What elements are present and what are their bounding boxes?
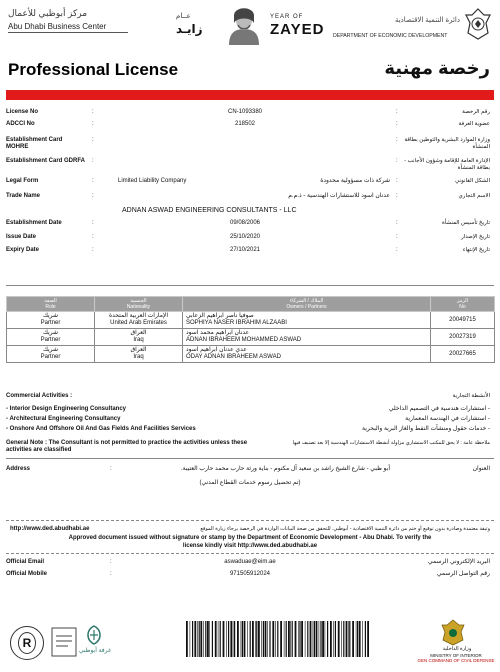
barcode-bar: [261, 621, 262, 657]
activity-item-ar: - استشارات في الهندسة المعمارية: [405, 416, 490, 422]
barcode-bar: [190, 621, 191, 657]
role-en: Partner: [40, 337, 61, 343]
field-label-ar-9: تاريخ الإنتهاء: [462, 247, 490, 253]
header-no-ar: الرمز: [456, 298, 469, 304]
year-of-zayed-arabic: زايـد: [176, 22, 203, 36]
owner-name-en: SOPHIYA NASER IBRAHIM ALZAABI: [186, 320, 287, 326]
owner-name-cell: [183, 312, 431, 329]
field-label-ar-0: رقم الرخصة: [462, 109, 490, 115]
header-no-en: No: [459, 304, 466, 310]
nationality-cell: [95, 312, 183, 329]
barcode-bar: [199, 621, 200, 657]
field-value-1: 218502: [234, 121, 256, 127]
field-value-0: CN-1093380: [227, 109, 263, 115]
barcode-bar: [272, 621, 274, 657]
field-label-ar-4: الشكل القانوني: [455, 178, 490, 184]
zayed-label: ZAYED: [270, 21, 325, 38]
field-value-ar-4: شركة ذات مسؤولية محدودة: [320, 178, 390, 184]
nationality-ar: العراق: [130, 347, 147, 353]
field-label-ar-5: الاسم التجاري: [458, 193, 490, 199]
owner-no-cell: [431, 346, 495, 363]
owner-no: 20027319: [449, 333, 476, 340]
barcode-bar: [343, 621, 344, 657]
ded-logo-english: DEPARTMENT OF ECONOMIC DEVELOPMENT: [333, 33, 448, 39]
contact-divider: [6, 553, 494, 554]
owner-no-cell: [431, 329, 495, 346]
nationality-ar: العراق: [130, 330, 147, 336]
barcode-bar: [256, 621, 257, 657]
nationality-en: United Arab Emirates: [110, 320, 167, 326]
barcode-bar: [186, 621, 188, 657]
nationality-cell: [95, 346, 183, 363]
field-colon-ar-7: :: [396, 220, 398, 226]
barcode-bar: [307, 621, 308, 657]
activities-label-ar: الأنشطة التجارية: [452, 393, 490, 399]
barcode-bar: [356, 621, 357, 657]
moi-label-en-1: MINISTRY OF INTERIOR: [430, 653, 482, 658]
field-colon-4: :: [92, 178, 94, 184]
owner-no-cell: [431, 312, 495, 329]
barcode-bar: [275, 621, 276, 657]
owner-no: 20049715: [449, 316, 476, 323]
barcode-bar: [348, 621, 349, 657]
note-divider: [6, 458, 494, 459]
barcode-bar: [244, 621, 246, 657]
field-label-ar-7: تاريخ تأسيس المنشأة: [442, 220, 490, 226]
barcode-bar: [362, 621, 363, 657]
barcode-bar: [299, 621, 300, 657]
activity-item-ar: - خدمات حقول ومنشآت النفط والغاز البرية والبحرية: [362, 426, 490, 432]
barcode-bar: [263, 621, 264, 657]
barcode-bar: [277, 621, 278, 657]
field-label-ar-1: عضوية الغرفة: [458, 121, 490, 127]
barcode-bar: [228, 621, 229, 657]
official-mobile-label: Official Mobile: [6, 571, 48, 577]
owners-header-row: [7, 297, 495, 312]
header-nationality-ar: الجنسية: [130, 298, 147, 304]
field-label-ar-2: وزارة الموارد البشرية والتوطين بطاقة المنشأة: [404, 137, 490, 150]
barcode-bar: [367, 621, 369, 657]
barcode-bar: [320, 621, 321, 657]
header-role-ar: الصفة: [44, 298, 57, 304]
activity-item-ar: - استشارات هندسية في التصميم الداخلي: [388, 406, 490, 412]
owner-name-ar: عدي عدنان ابراهيم اسود: [186, 347, 247, 353]
barcode-bar: [352, 621, 354, 657]
header-nationality-en: Nationality: [126, 304, 151, 310]
registered-seal-icon: [10, 626, 44, 660]
field-colon-5: :: [92, 193, 94, 199]
barcode-bar: [357, 621, 358, 657]
barcode-bar: [316, 621, 318, 657]
barcode-bar: [290, 621, 291, 657]
barcode-bar: [218, 621, 219, 657]
registered-mark: R: [18, 632, 36, 654]
header-role-en: Role: [45, 304, 56, 310]
field-label-ar-8: تاريخ الإصدار: [461, 234, 490, 240]
role-ar: شريك: [42, 347, 59, 353]
title-arabic: رخصة مهنية: [384, 58, 490, 78]
barcode-bar: [286, 621, 287, 657]
barcode-bar: [292, 621, 293, 657]
owner-name-ar: عدنان ابراهيم محمد اسود: [186, 330, 250, 336]
email-colon: :: [110, 559, 112, 565]
nationality-en: Iraq: [133, 354, 144, 360]
field-value-4: Limited Liability Company: [118, 178, 187, 184]
role-en: Partner: [40, 354, 61, 360]
activity-item: - Onshore And Offshore Oil And Gas Fields And Facilities Services: [6, 426, 196, 432]
field-colon-9: :: [92, 247, 94, 253]
barcode-bar: [313, 621, 314, 657]
field-colon-8: :: [92, 234, 94, 240]
field-colon-0: :: [92, 109, 94, 115]
activity-item: - Interior Design Engineering Consultancy: [6, 406, 127, 412]
title-english: Professional License: [8, 60, 179, 79]
address-colon: :: [110, 466, 112, 472]
barcode-bar: [284, 621, 285, 657]
barcode-bar: [250, 621, 251, 657]
verification-text-en-1: Approved document issued without signature or stamp by the Department of Economic Development - Abu Dhabi. To verify the: [68, 535, 432, 541]
field-colon-ar-1: :: [396, 121, 398, 127]
role-cell: [7, 346, 95, 363]
header-nationality: [95, 297, 183, 312]
barcode-bar: [209, 621, 210, 657]
field-colon-ar-2: :: [396, 137, 398, 143]
sheikh-zayed-portrait-icon: [225, 3, 263, 45]
field-label-ar-3: الإدارة العامة للإقامة وشؤون الأجانب - بطاقة المنشأة: [404, 158, 490, 171]
official-email-label-ar: البريد الإلكتروني الرسمي: [428, 559, 490, 565]
verification-divider: [6, 520, 494, 521]
fees-note: (تم تحصيل رسوم خدمات القطاع المدني): [199, 480, 301, 486]
field-value-ar-5: عدنان اسود للاستشارات الهندسية - ذ.م.م: [288, 193, 390, 199]
barcode-bar: [314, 621, 315, 657]
barcode-bar: [325, 621, 326, 657]
owner-name-ar: صوفيا ناصر ابراهيم الزعابي: [186, 313, 254, 319]
barcode-bar: [310, 621, 312, 657]
header-owners: [183, 297, 431, 312]
barcode-bar: [230, 621, 232, 657]
activities-list-ar: [290, 404, 490, 434]
moi-label-ar: وزارة الداخلية: [442, 646, 472, 652]
role-cell: [7, 312, 95, 329]
header-owners-en: Owners / Partners: [286, 304, 327, 310]
activity-item: - Architectural Engineering Consultancy: [6, 416, 121, 422]
barcode-bar: [194, 621, 196, 657]
owner-no: 20027665: [449, 350, 476, 357]
role-cell: [7, 329, 95, 346]
address-label: Address: [6, 466, 31, 472]
field-label-1: ADCCI No: [6, 121, 35, 127]
uae-emblem-icon: [464, 7, 492, 41]
field-value-9: 27/10/2021: [229, 247, 261, 253]
general-note-ar: ملاحظة عامة : لا يحق للمكتب الاستشاري مزاولة أنشطة الاستشارات الهندسية إلا بعد تصنيف فيها: [292, 440, 490, 446]
field-label-7: Establishment Date: [6, 220, 62, 226]
barcode-bar: [258, 621, 260, 657]
activities-list-en: [6, 404, 246, 434]
year-of-zayed-arabic-small: عــام: [176, 13, 191, 20]
address-value: أبو ظبي - شارع الشيخ راشد بن سعيد آل مكتوم - بناية ورثة حارب محمد حارب العتيبة.: [180, 466, 390, 472]
barcode-bar: [338, 621, 340, 657]
table-row: [7, 329, 495, 346]
field-value-6: ADNAN ASWAD ENGINEERING CONSULTANTS - LLC: [122, 207, 297, 214]
field-label-9: Expiry Date: [6, 247, 40, 253]
address-label-ar: العنوان: [472, 466, 490, 472]
barcode-bar: [237, 621, 239, 657]
abc-logo-arabic: مركز أبوظبي للأعمال: [8, 8, 88, 18]
barcode-bar: [330, 621, 332, 657]
header-role: [7, 297, 95, 312]
field-colon-3: :: [92, 158, 94, 164]
field-label-3: Establishment Card GDRFA: [6, 158, 86, 164]
abc-logo-rule: [8, 32, 128, 33]
field-label-5: Trade Name: [6, 193, 41, 199]
moi-emblem-icon: [440, 618, 466, 646]
barcode-icon: [186, 621, 372, 657]
role-ar: شريك: [42, 313, 59, 319]
role-en: Partner: [40, 320, 61, 326]
barcode-bar: [220, 621, 221, 657]
field-value-7: 09/08/2006: [229, 220, 261, 226]
nationality-ar: الإمارات العربية المتحدة: [108, 313, 168, 319]
table-row: [7, 346, 495, 363]
activities-label: Commercial Activities :: [6, 393, 73, 399]
barcode-bar: [319, 621, 320, 657]
general-note-en: General Note : The Consultant is not permitted to practice the activities unless these activities are classified: [6, 440, 248, 453]
owner-name-cell: [183, 329, 431, 346]
owner-name-cell: [183, 346, 431, 363]
field-colon-ar-5: :: [396, 193, 398, 199]
field-colon-ar-3: :: [396, 158, 398, 164]
field-colon-ar-0: :: [396, 109, 398, 115]
barcode-bar: [295, 621, 297, 657]
role-ar: شريك: [42, 330, 59, 336]
barcode-bar: [252, 621, 254, 657]
barcode-bar: [365, 621, 366, 657]
barcode-bar: [335, 621, 336, 657]
field-colon-ar-4: :: [396, 178, 398, 184]
official-email-label: Official Email: [6, 559, 45, 565]
barcode-bar: [197, 621, 198, 657]
barcode-bar: [298, 621, 299, 657]
barcode-bar: [269, 621, 270, 657]
moi-label-en-2: GEN COMMAND OF CIVIL DEFENSE: [417, 658, 495, 663]
verification-text-ar: وثيقة معتمدة وصادرة بدون توقيع أو ختم من دائرة التنمية الاقتصادية - أبوظبي. للتحقق من صحة البيانات الواردة في الرخصة يرجاء زيارة الموقع: [200, 526, 490, 532]
barcode-bar: [203, 621, 204, 657]
official-mobile-label-ar: رقم التواصل الرسمي: [436, 571, 490, 577]
owners-table: [6, 296, 495, 363]
field-colon-ar-8: :: [396, 234, 398, 240]
table-row: [7, 312, 495, 329]
barcode-bar: [212, 621, 213, 657]
barcode-bar: [288, 621, 290, 657]
barcode-bar: [305, 621, 306, 657]
barcode-bar: [192, 621, 193, 657]
field-colon-1: :: [92, 121, 94, 127]
nationality-en: Iraq: [133, 337, 144, 343]
barcode-bar: [322, 621, 324, 657]
barcode-bar: [205, 621, 206, 657]
mobile-colon: :: [110, 571, 112, 577]
barcode-bar: [333, 621, 334, 657]
chamber-logo-label: غرفة أبوظبي: [78, 648, 112, 654]
field-label-0: License No: [6, 109, 39, 115]
barcode-bar: [341, 621, 342, 657]
field-colon-7: :: [92, 220, 94, 226]
barcode-bar: [349, 621, 350, 657]
field-colon-2: :: [92, 137, 94, 143]
barcode-bar: [241, 621, 242, 657]
barcode-bar: [200, 621, 202, 657]
header-owners-ar: الملاك / الشركاء: [289, 298, 324, 304]
field-value-8: 25/10/2020: [229, 234, 261, 240]
chamber-logo-icon: [82, 624, 106, 646]
barcode-bar: [226, 621, 227, 657]
barcode-bar: [265, 621, 267, 657]
activities-label-text: Commercial Activities: [6, 393, 69, 399]
barcode-bar: [234, 621, 235, 657]
field-label-2: Establishment Card MOHRE: [6, 137, 63, 150]
ded-logo-arabic: دائرة التنمية الاقتصادية: [394, 17, 460, 24]
nationality-cell: [95, 329, 183, 346]
barcode-bar: [280, 621, 282, 657]
barcode-bar: [247, 621, 248, 657]
barcode-bar: [207, 621, 209, 657]
official-mobile-value[interactable]: 971505912024: [229, 571, 271, 577]
field-label-4: Legal Form: [6, 178, 39, 184]
barcode-bar: [267, 621, 268, 657]
owner-name-en: ODAY ADNAN IBRAHEEM ASWAD: [186, 354, 281, 360]
barcode-bar: [346, 621, 348, 657]
field-label-8: Issue Date: [6, 234, 37, 240]
barcode-bar: [215, 621, 217, 657]
header-no: [431, 297, 495, 312]
verification-url[interactable]: http://www.ded.abudhabi.ae: [10, 526, 90, 532]
barcode-bar: [223, 621, 225, 657]
barcode-bar: [327, 621, 328, 657]
barcode-bar: [301, 621, 303, 657]
official-email-value[interactable]: aswaduae@eim.ae: [224, 559, 276, 565]
owner-name-en: ADNAN IBRAHEEM MOHAMMED ASWAD: [186, 337, 302, 343]
abc-logo-english: Abu Dhabi Business Center: [8, 22, 107, 31]
verification-text-en-2: license kindly visit http://www.ded.abudhabi.ae: [182, 543, 318, 549]
barcode-bar: [233, 621, 234, 657]
barcode-bar: [255, 621, 256, 657]
barcode-bar: [242, 621, 243, 657]
fields-divider: [6, 285, 494, 286]
red-divider-bar: [6, 90, 494, 100]
barcode-bar: [359, 621, 361, 657]
field-colon-ar-9: :: [396, 247, 398, 253]
year-of-label: YEAR OF: [270, 14, 304, 20]
